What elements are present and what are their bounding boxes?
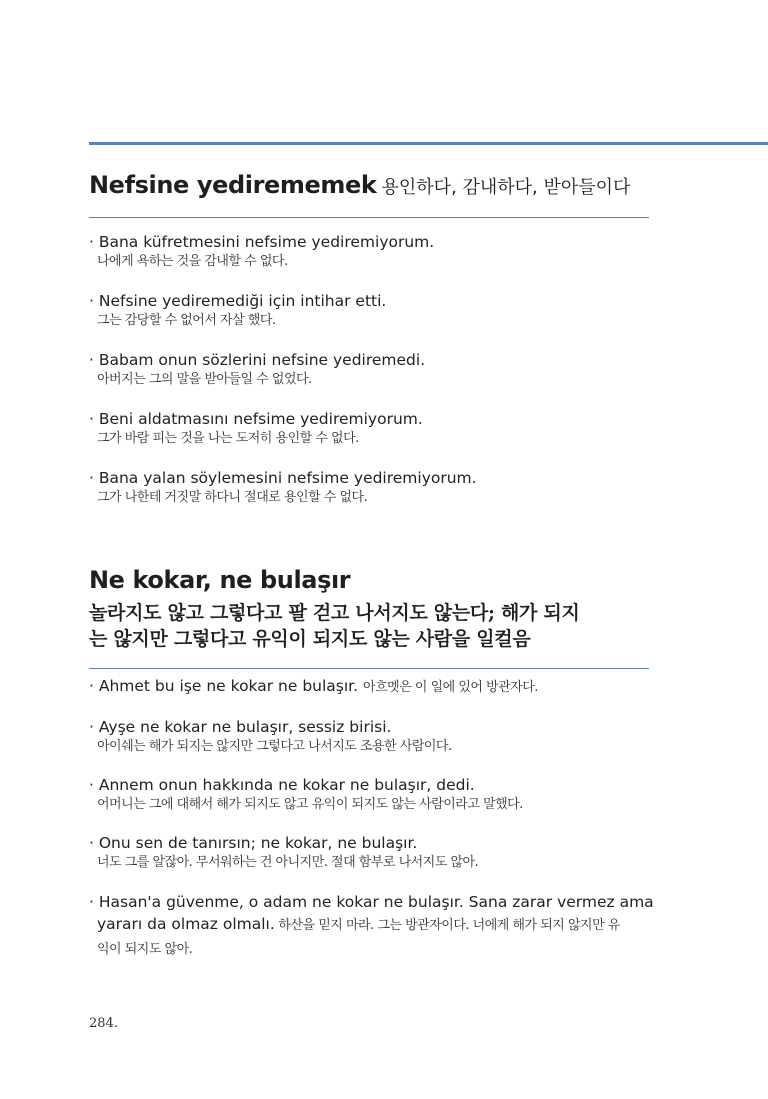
example-korean: 아버지는 그의 말을 받아들일 수 없었다. [97, 372, 312, 387]
example-item [89, 350, 649, 389]
example-turkish: · Ayşe ne kokar ne bulaşır, sessiz birisi. [89, 718, 392, 736]
entry-divider [89, 668, 649, 669]
example-korean: 그가 나한테 거짓말 하다니 절대로 용인할 수 없다. [97, 490, 368, 505]
top-rule [89, 142, 768, 145]
example-turkish: · Babam onun sözlerini nefsine yediremedi. [89, 351, 426, 369]
example-turkish: · Nefsine yediremediği için intihar etti. [89, 292, 387, 310]
example-continuation [89, 937, 649, 961]
example-korean: 아흐멧은 이 일에 있어 방관자다. [363, 680, 538, 695]
example-item [89, 409, 649, 448]
example-korean: 너도 그를 알잖아. 무서워하는 건 아니지만. 절대 함부로 나서지도 않아. [97, 855, 479, 870]
example-item [89, 775, 649, 814]
example-continuation [89, 913, 649, 937]
example-item [89, 232, 649, 271]
entry-ne-kokar-ne-bulasir [89, 565, 654, 980]
page-number: 284. [89, 1016, 118, 1031]
example-korean: 나에게 욕하는 것을 감내할 수 없다. [97, 254, 288, 269]
example-turkish: · Beni aldatmasını nefsime yediremiyorum. [89, 410, 423, 428]
entry-title [89, 170, 649, 203]
entry-definition-line: 는 않지만 그렇다고 유익이 되지도 않는 사람을 일컬음 [89, 628, 531, 650]
entry-title-turkish: Ne kokar, ne bulaşır [89, 566, 351, 594]
example-item [89, 676, 649, 698]
example-turkish: · Bana küfretmesini nefsime yediremiyorum. [89, 233, 435, 251]
entry-divider [89, 217, 649, 218]
example-turkish: · Ahmet bu işe ne kokar ne bulaşır. [89, 677, 359, 695]
example-korean: 그는 감당할 수 없어서 자살 했다. [97, 313, 276, 328]
example-turkish: · Bana yalan söylemesini nefsime yediremiyorum. [89, 469, 477, 487]
example-turkish: · Onu sen de tanırsın; ne kokar, ne bulaşır. [89, 834, 418, 852]
example-item [89, 468, 649, 507]
example-korean: 하산을 믿지 마라. 그는 방관자이다. 너에게 해가 되지 않지만 유 [274, 918, 620, 933]
example-inline [89, 676, 649, 698]
entry-definition-line: 놀라지도 않고 그렇다고 팔 걷고 나서지도 않는다; 해가 되지 [89, 602, 580, 624]
example-korean: 그가 바람 피는 것을 나는 도저히 용인할 수 없다. [97, 431, 359, 446]
entry-title-turkish: Nefsine yedirememek [89, 171, 377, 199]
example-item [89, 717, 649, 756]
entry-nefsine-yedirememek [89, 170, 649, 527]
example-item [89, 891, 654, 961]
example-turkish: · Hasan'a güvenme, o adam ne kokar ne bulaşır. Sana zarar vermez ama [89, 893, 654, 911]
entry-title [89, 565, 649, 598]
entry-title-korean: 용인하다, 감내하다, 받아들이다 [381, 177, 631, 198]
example-turkish: yararı da olmaz olmalı. [97, 915, 275, 933]
example-turkish: · Annem onun hakkında ne kokar ne bulaşır, dedi. [89, 776, 475, 794]
example-korean: 아이쉐는 해가 되지는 않지만 그렇다고 나서지도 조용한 사람이다. [97, 739, 452, 754]
example-item [89, 291, 649, 330]
example-korean: 어머니는 그에 대해서 해가 되지도 않고 유익이 되지도 않는 사람이라고 말했다. [97, 797, 523, 812]
example-item [89, 833, 649, 872]
example-korean: 익이 되지도 않아. [97, 942, 193, 957]
entry-definition [89, 600, 649, 652]
